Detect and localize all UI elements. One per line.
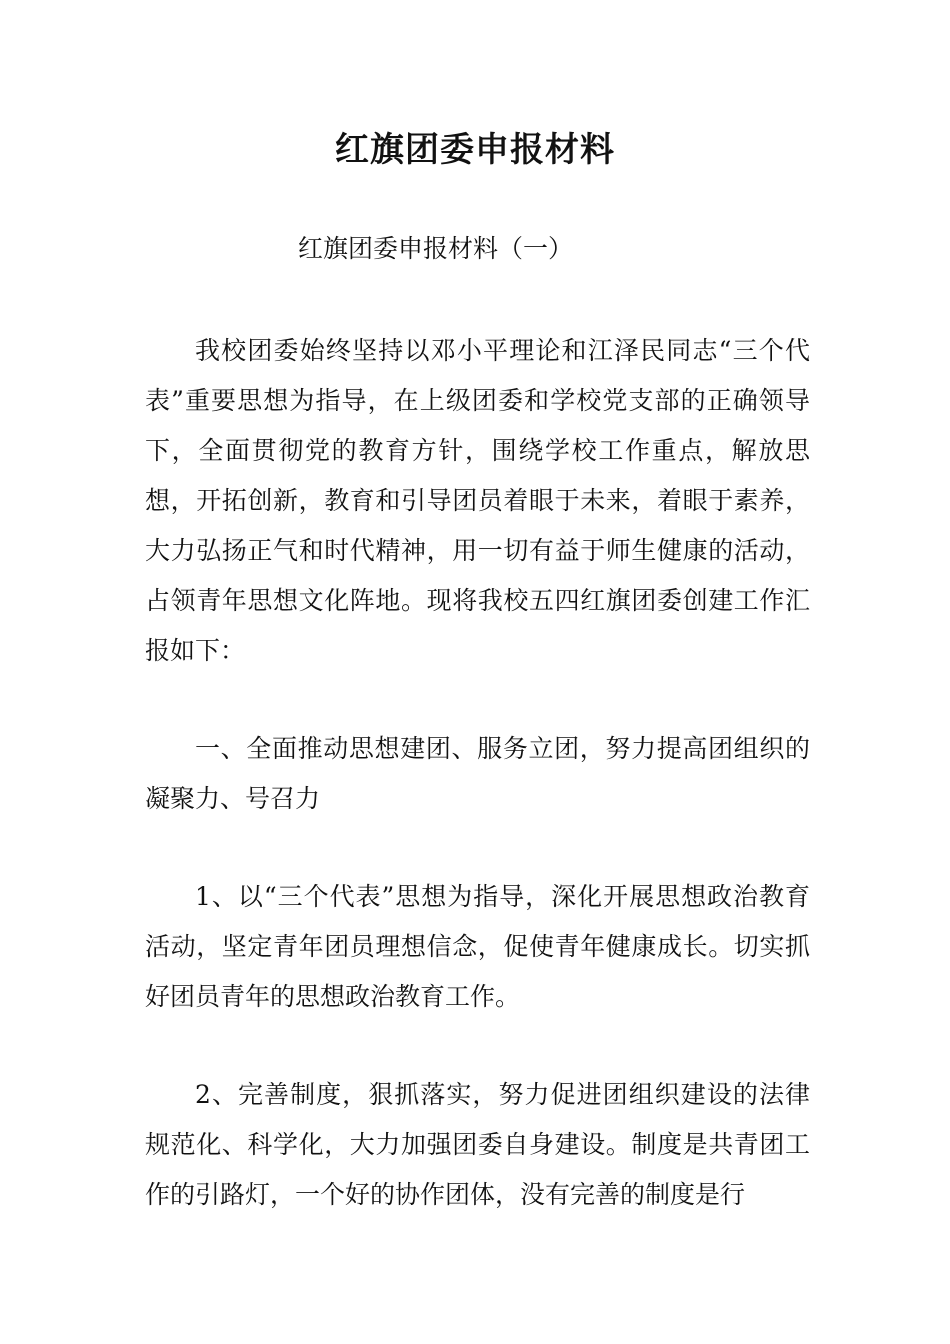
paragraph-item-1: 1、以“三个代表”思想为指导，深化开展思想政治教育活动，坚定青年团员理想信念，促使青年健康成长。切实抓好团员青年的思想政治教育工作。 (145, 882, 810, 1011)
paragraph-item-2: 2、完善制度，狠抓落实，努力促进团组织建设的法律规范化、科学化，大力加强团委自身建设。制度是共青团工作的引路灯，一个好的协作团体，没有完善的制度是行 (145, 1080, 810, 1209)
document-subtitle: 红旗团委申报材料（一） (298, 234, 574, 263)
paragraph-intro: 我校团委始终坚持以邓小平理论和江泽民同志“三个代表”重要思想为指导，在上级团委和学校党支部的正确领导下，全面贯彻党的教育方针，围绕学校工作重点，解放思想，开拓创新，教育和引导团员着眼于未来，着眼于素养，大力弘扬正气和时代精神，用一切有益于师生健康的活动，占领青年思想文化阵地。现将我校五四红旗团委创建工作汇报如下： (145, 336, 810, 665)
paragraph-section-heading: 一、全面推动思想建团、服务立团，努力提高团组织的凝聚力、号召力 (145, 734, 810, 813)
document-title: 红旗团委申报材料 (335, 130, 615, 170)
